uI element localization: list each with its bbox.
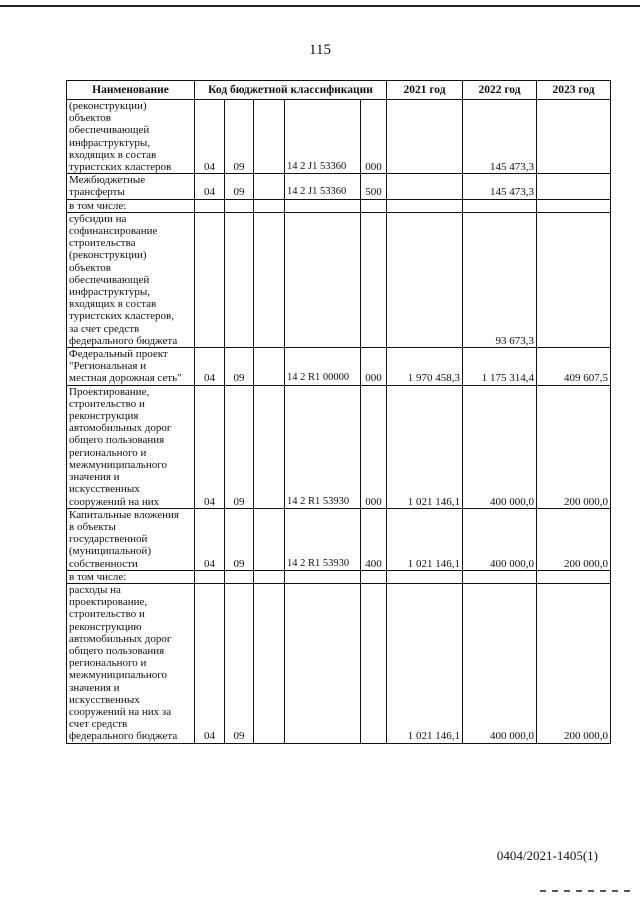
cell-name: (реконструкции) объектов обеспечивающей инфраструктуры, входящих в состав туристских кластеров [67, 100, 195, 174]
cell-sub [225, 570, 254, 583]
cell-y2023: 200 000,0 [537, 583, 611, 743]
cell-sec: 04 [195, 100, 225, 174]
top-border-line [0, 5, 640, 7]
cell-y2023 [537, 100, 611, 174]
cell-empty [254, 199, 285, 212]
cell-target [285, 583, 361, 743]
cell-sec: 04 [195, 583, 225, 743]
cell-sec: 04 [195, 348, 225, 386]
cell-sec: 04 [195, 174, 225, 199]
cell-y2022: 400 000,0 [463, 583, 537, 743]
cell-y2022: 400 000,0 [463, 508, 537, 570]
cell-target [285, 212, 361, 347]
cell-y2021 [387, 100, 463, 174]
cell-y2021 [387, 174, 463, 199]
cell-y2021 [387, 199, 463, 212]
cell-sub: 09 [225, 583, 254, 743]
cell-y2021: 1 021 146,1 [387, 385, 463, 508]
cell-y2023 [537, 212, 611, 347]
cell-sec [195, 199, 225, 212]
table-row [67, 348, 611, 386]
header-name: Наименование [67, 81, 195, 100]
cell-sub: 09 [225, 100, 254, 174]
cell-name: Межбюджетные трансферты [67, 174, 195, 199]
cell-y2023 [537, 199, 611, 212]
cell-y2022: 145 473,3 [463, 100, 537, 174]
document-number: 0404/2021-1405(1) [496, 848, 598, 863]
cell-type [361, 583, 387, 743]
cell-name: в том числе: [67, 570, 195, 583]
cell-sec: 04 [195, 508, 225, 570]
table-row [67, 570, 611, 583]
cell-type: 000 [361, 100, 387, 174]
header-2021: 2021 год [387, 81, 463, 100]
cell-type: 500 [361, 174, 387, 199]
cell-name: Капитальные вложения в объекты государственной (муниципальной) собственности [67, 508, 195, 570]
cell-y2023 [537, 174, 611, 199]
header-2022: 2022 год [463, 81, 537, 100]
cell-sec [195, 570, 225, 583]
page-number: 115 [309, 42, 331, 58]
cell-sec [195, 212, 225, 347]
cell-target [285, 199, 361, 212]
table-header-row [67, 81, 611, 100]
cell-name: Федеральный проект "Региональная и местная дорожная сеть" [67, 348, 195, 386]
cell-empty [254, 174, 285, 199]
cell-y2021 [387, 212, 463, 347]
table-row [67, 583, 611, 743]
cell-y2022: 93 673,3 [463, 212, 537, 347]
cell-y2022: 145 473,3 [463, 174, 537, 199]
cell-y2021: 1 021 146,1 [387, 508, 463, 570]
cell-y2023: 200 000,0 [537, 508, 611, 570]
cell-name: в том числе: [67, 199, 195, 212]
table-row [67, 100, 611, 174]
cell-name: расходы на проектирование, строительство и реконструкцию автомобильных дорог общего пользования регионального и межмуниципального значения и искусственных сооружений на них за счет средств федерального бюджета [67, 583, 195, 743]
cell-target: 14 2 R1 53930 [285, 508, 361, 570]
header-2023: 2023 год [537, 81, 611, 100]
cell-type [361, 212, 387, 347]
header-code: Код бюджетной классификации [195, 81, 387, 100]
cell-target: 14 2 J1 53360 [285, 100, 361, 174]
cell-y2022 [463, 199, 537, 212]
cell-y2023: 409 607,5 [537, 348, 611, 386]
cell-target: 14 2 J1 53360 [285, 174, 361, 199]
budget-table [66, 80, 611, 744]
cell-target: 14 2 R1 53930 [285, 385, 361, 508]
cell-sub [225, 199, 254, 212]
cell-target [285, 570, 361, 583]
cell-y2022 [463, 570, 537, 583]
cell-y2021 [387, 570, 463, 583]
cell-sub: 09 [225, 508, 254, 570]
cell-type [361, 570, 387, 583]
cell-empty [254, 583, 285, 743]
cell-empty [254, 385, 285, 508]
cell-y2021: 1 021 146,1 [387, 583, 463, 743]
table-row [67, 174, 611, 199]
cell-type: 000 [361, 348, 387, 386]
cell-sec: 04 [195, 385, 225, 508]
cell-sub: 09 [225, 348, 254, 386]
bottom-dotted-line [540, 890, 630, 892]
table-row [67, 199, 611, 212]
table-row [67, 212, 611, 347]
table-row [67, 385, 611, 508]
cell-empty [254, 570, 285, 583]
table-row [67, 508, 611, 570]
cell-type: 000 [361, 385, 387, 508]
cell-empty [254, 348, 285, 386]
cell-y2022: 400 000,0 [463, 385, 537, 508]
cell-target: 14 2 R1 00000 [285, 348, 361, 386]
cell-y2021: 1 970 458,3 [387, 348, 463, 386]
cell-y2023 [537, 570, 611, 583]
cell-sub [225, 212, 254, 347]
cell-empty [254, 212, 285, 347]
cell-y2022: 1 175 314,4 [463, 348, 537, 386]
cell-type: 400 [361, 508, 387, 570]
cell-type [361, 199, 387, 212]
cell-sub: 09 [225, 174, 254, 199]
cell-empty [254, 508, 285, 570]
cell-name: Проектирование, строительство и реконструкция автомобильных дорог общего пользования регионального и межмуниципального значения и искусственных сооружений на них [67, 385, 195, 508]
cell-empty [254, 100, 285, 174]
cell-sub: 09 [225, 385, 254, 508]
cell-name: субсидии на софинансирование строительства (реконструкции) объектов обеспечивающей инфраструктуры, входящих в состав туристских кластеров, за счет средств федерального бюджета [67, 212, 195, 347]
cell-y2023: 200 000,0 [537, 385, 611, 508]
